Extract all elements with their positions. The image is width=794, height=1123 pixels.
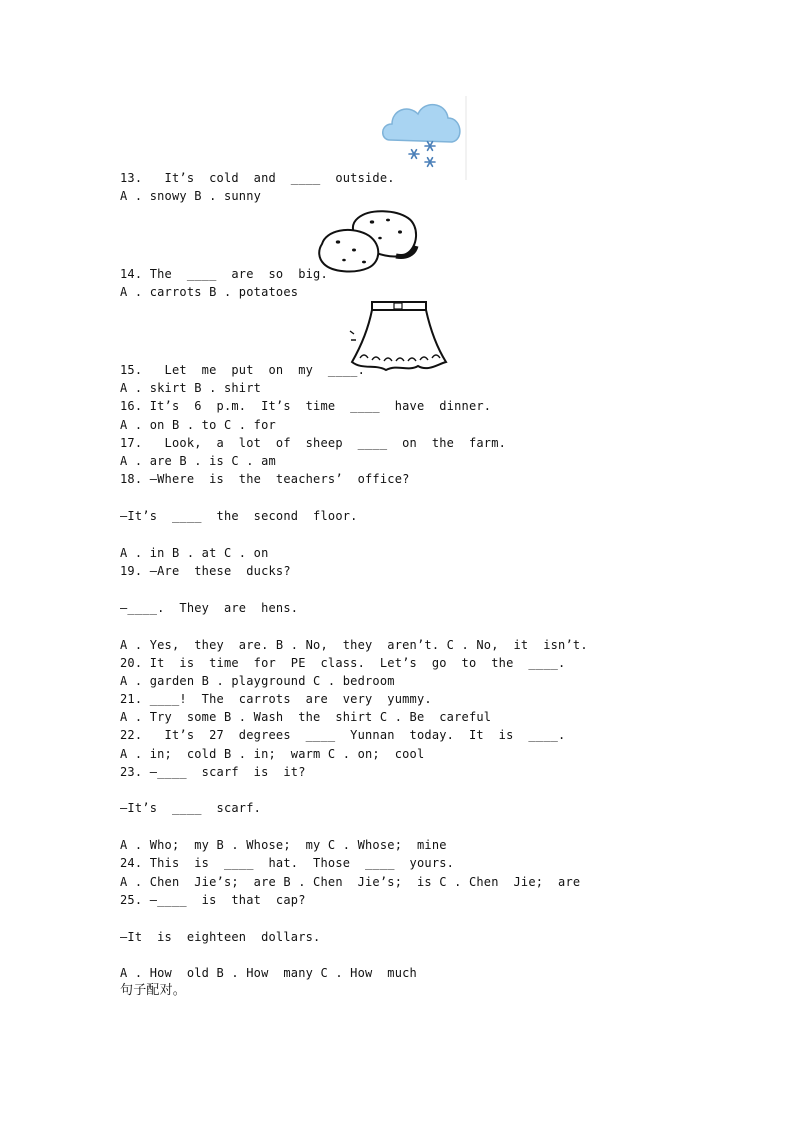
q18-options: A . in B . at C . on [120, 546, 269, 560]
q22-options: A . in; cold B . in; warm C . on; cool [120, 747, 425, 761]
q20-options: A . garden B . playground C . bedroom [120, 674, 395, 688]
q15-question: 15. Let me put on my ____. [120, 363, 366, 377]
q25-response: —It is eighteen dollars. [120, 930, 321, 944]
q13-question: 13. It’s cold and ____ outside. [120, 171, 395, 185]
q21-options: A . Try some B . Wash the shirt C . Be careful [120, 710, 492, 724]
q17-options: A . are B . is C . am [120, 454, 276, 468]
q22-question: 22. It’s 27 degrees ____ Yunnan today. It is ____. [120, 728, 566, 742]
q24-question: 24. This is ____ hat. Those ____ yours. [120, 856, 455, 870]
q25-question: 25. —____ is that cap? [120, 893, 306, 907]
q13-options: A . snowy B . sunny [120, 189, 262, 203]
q20-question: 20. It is time for PE class. Let’s go to the ____. [120, 656, 566, 670]
q17-question: 17. Look, a lot of sheep ____ on the farm. [120, 436, 507, 450]
q14-options: A . carrots B . potatoes [120, 285, 299, 299]
section-heading: 句子配对。 [120, 983, 187, 998]
q14-question: 14. The ____ are so big. [120, 267, 328, 281]
q19-response: —____. They are hens. [120, 601, 299, 615]
q16-options: A . on B . to C . for [120, 418, 276, 432]
q16-question: 16. It’s 6 p.m. It’s time ____ have dinner. [120, 399, 492, 413]
q18-question: 18. —Where is the teachers’ office? [120, 472, 410, 486]
potatoes-icon [316, 208, 420, 274]
snow-cloud-icon [378, 96, 470, 180]
q25-options: A . How old B . How many C . How much [120, 966, 417, 980]
q23-options: A . Who; my B . Whose; my C . Whose; mine [120, 838, 447, 852]
q24-options: A . Chen Jie’s; are B . Chen Jie’s; is C . Chen Jie; are [120, 875, 581, 889]
q19-options: A . Yes, they are. B . No, they aren’t. C . No, it isn’t. [120, 638, 588, 652]
q23-response: —It’s ____ scarf. [120, 801, 262, 815]
q18-response: —It’s ____ the second floor. [120, 509, 358, 523]
q15-options: A . skirt B . shirt [120, 381, 262, 395]
q19-question: 19. —Are these ducks? [120, 564, 291, 578]
q23-question: 23. —____ scarf is it? [120, 765, 306, 779]
q21-question: 21. ____! The carrots are very yummy. [120, 692, 432, 706]
